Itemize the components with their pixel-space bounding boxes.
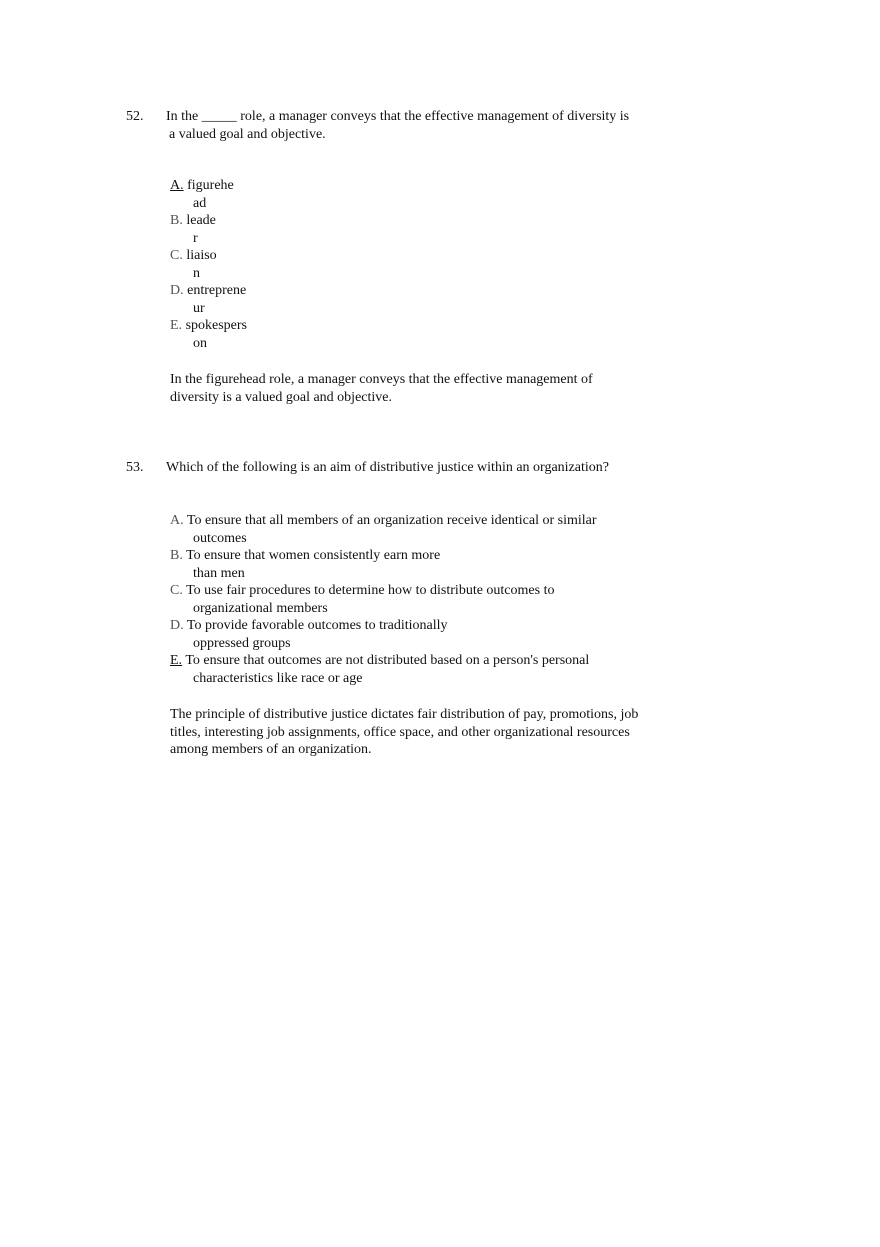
explanation-line: titles, interesting job assignments, office space, and other organizational resources — [170, 724, 630, 740]
choice-text-cont: r — [193, 230, 198, 246]
explanation-52 — [170, 371, 660, 406]
choice-text-cont: n — [193, 265, 200, 281]
question-text-line: a valued goal and objective. — [169, 126, 326, 142]
explanation-line: The principle of distributive justice dictates fair distribution of pay, promotions, job — [170, 707, 639, 722]
choice-b — [170, 547, 597, 582]
choice-text: To ensure that all members of an organization receive identical or similar — [186, 513, 597, 528]
choice-text: leade — [186, 213, 216, 228]
question-text — [166, 459, 656, 477]
choice-letter: E. — [170, 318, 183, 333]
choices-53 — [170, 512, 597, 687]
choice-text-cont: on — [193, 335, 207, 351]
choice-text-cont: characteristics like race or age — [193, 670, 363, 686]
choice-text-cont: ur — [193, 300, 205, 316]
question-number: 52. — [126, 109, 144, 124]
choice-text: To ensure that women consistently earn more — [186, 548, 441, 563]
choice-e — [170, 317, 247, 352]
choice-letter: D. — [170, 618, 184, 633]
choice-text-cont: oppressed groups — [193, 635, 291, 651]
choice-text-cont: ad — [193, 195, 207, 211]
choice-text-cont: than men — [193, 565, 245, 581]
choice-letter: B. — [170, 213, 183, 228]
choices-52 — [170, 177, 247, 352]
choice-letter: A. — [170, 178, 184, 193]
choice-text-cont: organizational members — [193, 600, 328, 616]
explanation-53 — [170, 706, 660, 759]
question-text-line: Which of the following is an aim of distributive justice within an organization? — [166, 460, 609, 475]
choice-letter: D. — [170, 283, 184, 298]
choice-text: entreprene — [187, 283, 247, 298]
question-text-line: In the _____ role, a manager conveys that the effective management of diversity is — [166, 109, 630, 124]
choice-b — [170, 212, 247, 247]
explanation-line: diversity is a valued goal and objective. — [170, 389, 392, 405]
question-text — [166, 108, 656, 143]
choice-text: To provide favorable outcomes to traditionally — [186, 618, 448, 633]
choice-a — [170, 177, 247, 212]
choice-c — [170, 582, 597, 617]
choice-letter: B. — [170, 548, 183, 563]
choice-d — [170, 617, 597, 652]
choice-letter: C. — [170, 248, 183, 263]
choice-text: liaiso — [186, 248, 217, 263]
choice-e — [170, 652, 597, 687]
choice-text: To use fair procedures to determine how to distribute outcomes to — [186, 583, 555, 598]
choice-text: figurehe — [187, 178, 234, 193]
choice-letter: C. — [170, 583, 183, 598]
choice-text: spokespers — [185, 318, 247, 333]
choice-text: To ensure that outcomes are not distributed based on a person's personal — [185, 653, 590, 668]
choice-letter: E. — [170, 653, 183, 668]
choice-text-cont: outcomes — [193, 530, 247, 546]
choice-a — [170, 512, 597, 547]
choice-d — [170, 282, 247, 317]
explanation-line: among members of an organization. — [170, 742, 372, 757]
choice-letter: A. — [170, 513, 184, 528]
choice-c — [170, 247, 247, 282]
explanation-line: In the figurehead role, a manager conveys that the effective management of — [170, 372, 593, 387]
question-number: 53. — [126, 460, 144, 475]
